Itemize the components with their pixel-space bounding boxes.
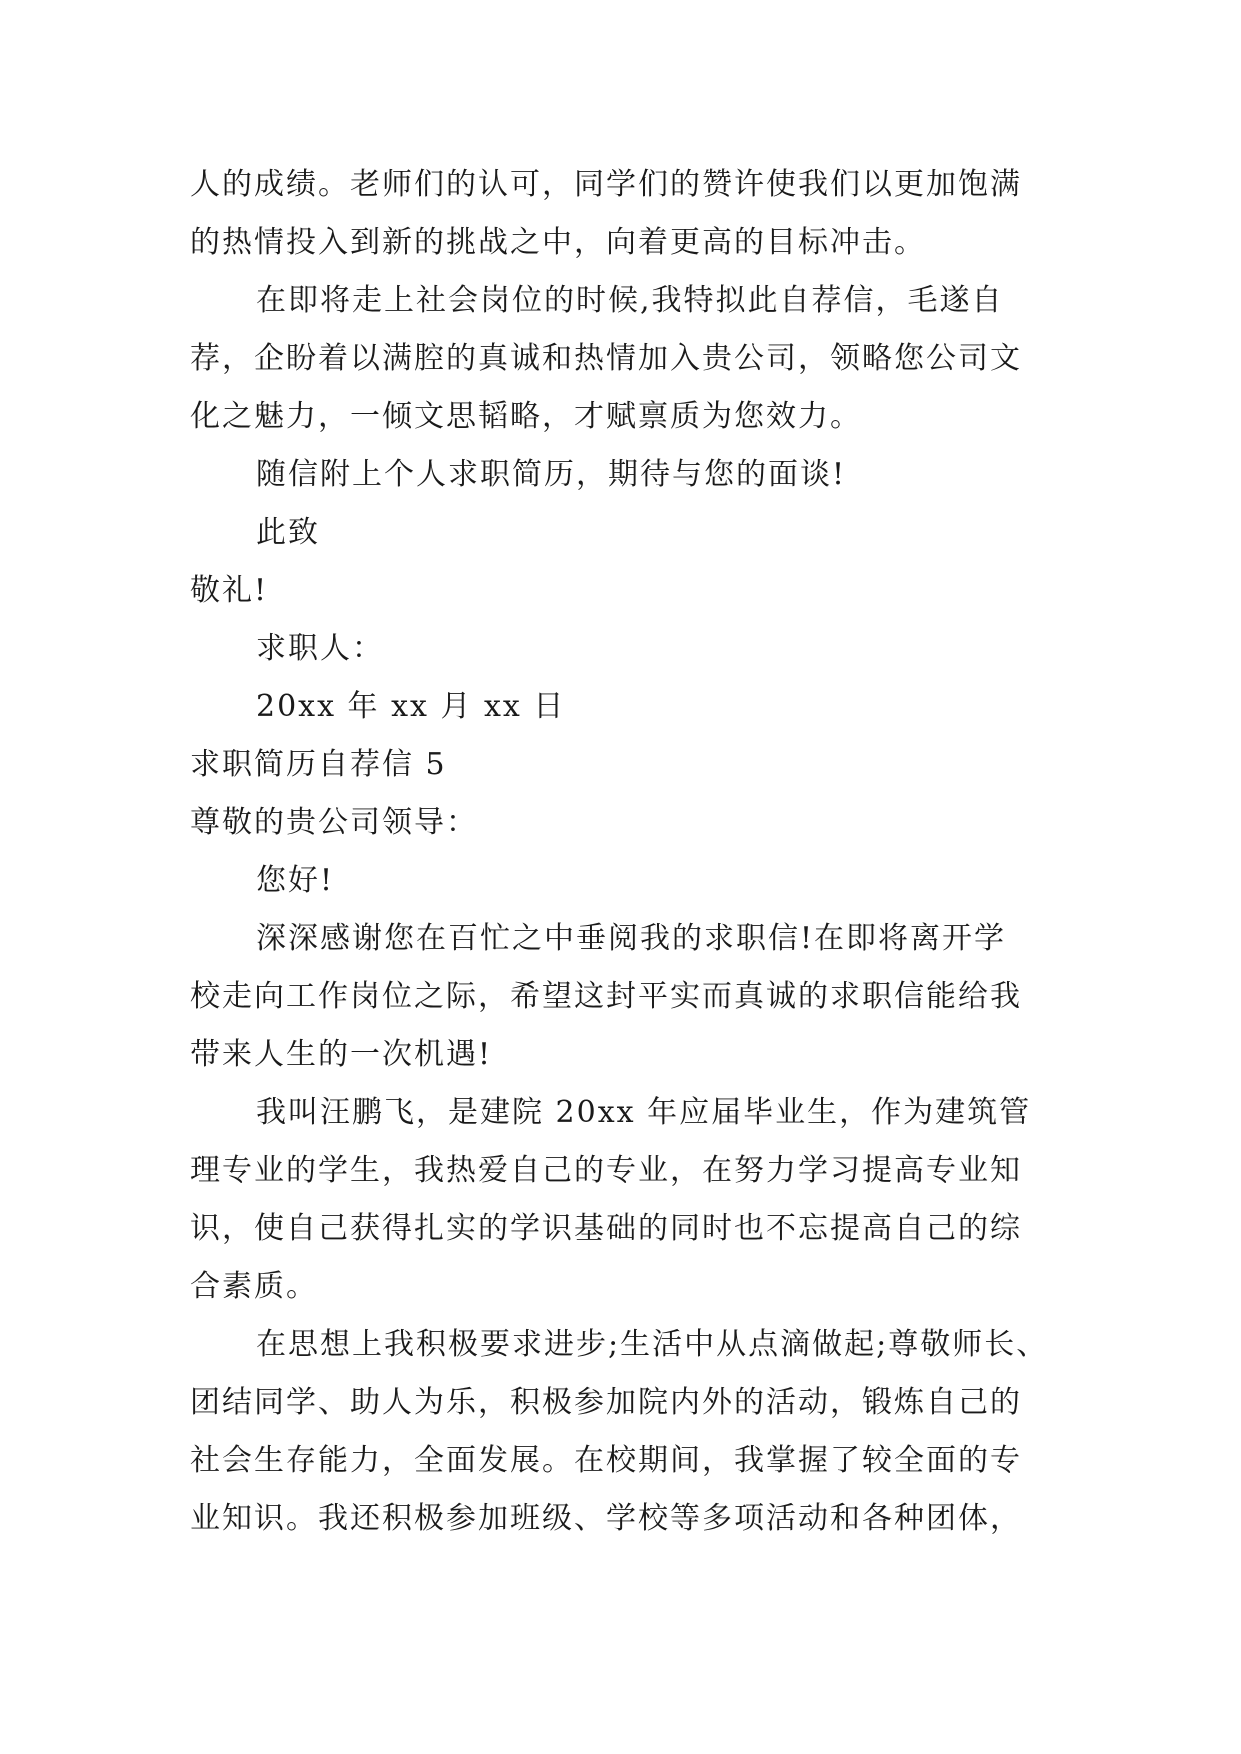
text-line-5: 化之魅力，一倾文思韬略，才赋禀质为您效力。	[190, 399, 862, 434]
text-line-14: 深深感谢您在百忙之中垂阅我的求职信!在即将离开学	[256, 921, 1007, 956]
section-title: 求职简历自荐信 5	[190, 747, 447, 782]
text-line-21: 在思想上我积极要求进步;生活中从点滴做起;尊敬师长、	[256, 1327, 1049, 1362]
text-line-18: 理专业的学生，我热爱自己的专业，在努力学习提高专业知	[190, 1153, 1022, 1188]
text-line-22: 团结同学、助人为乐，积极参加院内外的活动，锻炼自己的	[190, 1385, 1022, 1420]
text-line-3: 在即将走上社会岗位的时候,我特拟此自荐信，毛遂自	[256, 283, 1004, 318]
text-line-19: 识，使自己获得扎实的学识基础的同时也不忘提高自己的综	[190, 1211, 1022, 1246]
document-body	[190, 156, 1070, 1548]
text-line-4: 荐，企盼着以满腔的真诚和热情加入贵公司，领略您公司文	[190, 341, 1022, 376]
text-line-20: 合素质。	[190, 1269, 318, 1304]
text-line-16: 带来人生的一次机遇!	[190, 1037, 493, 1072]
text-line-23: 社会生存能力，全面发展。在校期间，我掌握了较全面的专	[190, 1443, 1022, 1478]
text-line-1: 人的成绩。老师们的认可，同学们的赞许使我们以更加饱满	[190, 167, 1022, 202]
letter-addressee: 尊敬的贵公司领导：	[190, 805, 478, 840]
closing-regards: 敬礼!	[190, 573, 269, 608]
text-line-2: 的热情投入到新的挑战之中，向着更高的目标冲击。	[190, 225, 926, 260]
signature-label: 求职人：	[256, 631, 384, 666]
text-line-17: 我叫汪鹏飞，是建院 20xx 年应届毕业生，作为建筑管	[256, 1095, 1032, 1130]
text-line-6: 随信附上个人求职简历，期待与您的面谈!	[256, 457, 847, 492]
signature-date: 20xx 年 xx 月 xx 日	[256, 689, 566, 724]
closing-salutation: 此致	[256, 515, 320, 550]
letter-greeting: 您好!	[256, 863, 335, 898]
text-line-15: 校走向工作岗位之际，希望这封平实而真诚的求职信能给我	[190, 979, 1022, 1014]
text-line-24: 业知识。我还积极参加班级、学校等多项活动和各种团体，	[190, 1501, 1022, 1536]
